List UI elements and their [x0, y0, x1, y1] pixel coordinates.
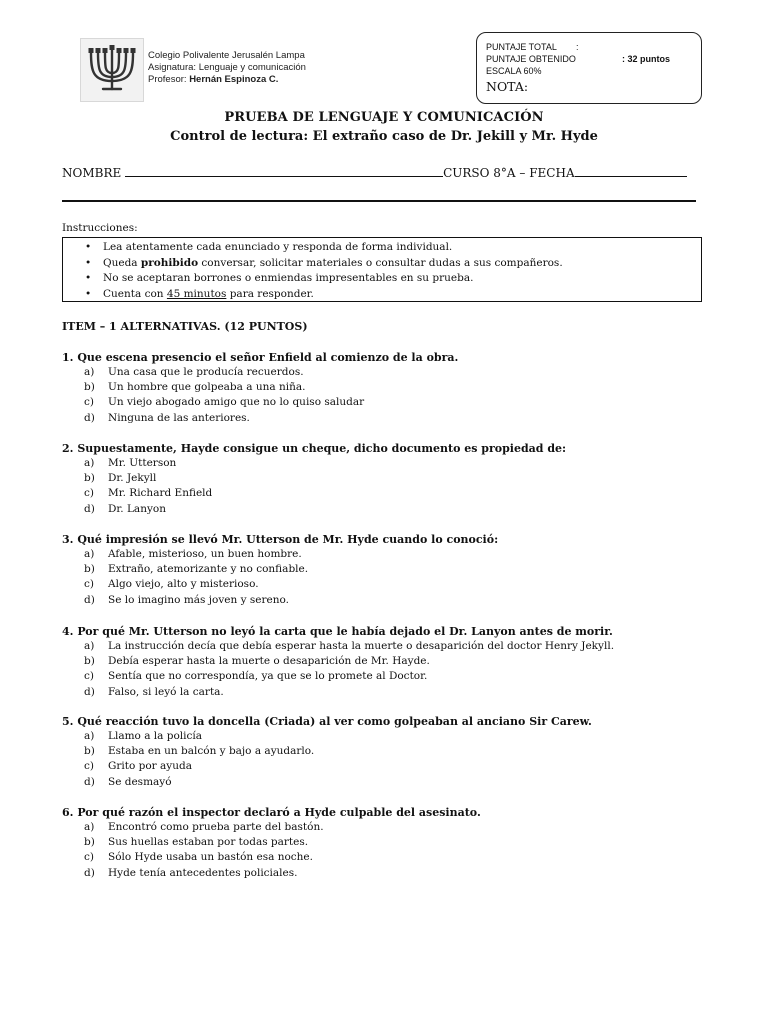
- option-letter: d): [84, 775, 95, 788]
- option-a[interactable]: [62, 365, 722, 380]
- option-d[interactable]: [62, 593, 722, 608]
- instruction-item: [63, 240, 701, 256]
- obtained-score-value: : 32 puntos: [622, 54, 671, 64]
- option-b[interactable]: [62, 562, 722, 577]
- option-text: Un viejo abogado amigo que no lo quiso saludar: [108, 396, 365, 409]
- option-text: Sólo Hyde usaba un bastón esa noche.: [108, 851, 313, 864]
- teacher-line: [148, 74, 306, 86]
- option-c[interactable]: [62, 759, 722, 774]
- school-logo: [80, 38, 144, 102]
- option-letter: d): [84, 411, 95, 424]
- options-list: [62, 456, 722, 517]
- options-list: [62, 820, 722, 881]
- option-a[interactable]: [62, 547, 722, 562]
- option-a[interactable]: [62, 729, 722, 744]
- bullet-icon: •: [85, 241, 92, 253]
- question-text: 4. Por qué Mr. Utterson no leyó la carta que le había dejado el Dr. Lanyon antes de morir.: [62, 625, 613, 638]
- question-3: [62, 532, 722, 608]
- name-label: NOMBRE: [62, 166, 122, 180]
- option-d[interactable]: [62, 775, 722, 790]
- option-b[interactable]: [62, 471, 722, 486]
- option-letter: c): [84, 396, 94, 409]
- option-d[interactable]: [62, 866, 722, 881]
- page-subtitle: Control de lectura: El extraño caso de Dr. Jekill y Mr. Hyde: [170, 129, 598, 144]
- option-letter: d): [84, 685, 95, 698]
- option-a[interactable]: [62, 456, 722, 471]
- teacher-name: Hernán Espinoza C.: [189, 74, 279, 85]
- option-a[interactable]: [62, 639, 722, 654]
- instructions-list: [63, 238, 701, 302]
- option-text: Encontró como prueba parte del bastón.: [108, 821, 324, 833]
- question-1: [62, 350, 722, 426]
- option-text: Falso, si leyó la carta.: [108, 685, 224, 698]
- option-text: La instrucción decía que debía esperar hasta la muerte o desaparición del doctor Henry Jekyll.: [108, 640, 615, 652]
- student-info-line: [62, 166, 692, 180]
- option-b[interactable]: [62, 835, 722, 850]
- option-b[interactable]: [62, 744, 722, 759]
- total-score-value: :: [576, 42, 579, 52]
- option-letter: a): [84, 640, 95, 652]
- option-c[interactable]: [62, 395, 722, 410]
- instruction-item: [63, 287, 701, 303]
- question-4: [62, 624, 722, 700]
- bullet-icon: •: [85, 287, 92, 300]
- option-letter: a): [84, 821, 95, 833]
- instruction-item: [63, 271, 701, 287]
- option-text: Ninguna de las anteriores.: [108, 411, 250, 424]
- instruction-text: para responder.: [226, 287, 314, 300]
- course-date-label: CURSO 8°A – FECHA: [443, 166, 575, 180]
- instruction-text: Cuenta con: [103, 287, 167, 300]
- instruction-emphasis: prohibido: [140, 256, 199, 269]
- question-text: 2. Supuestamente, Hayde consigue un cheque, dicho documento es propiedad de:: [62, 442, 567, 455]
- option-letter: c): [84, 670, 94, 683]
- name-field[interactable]: [125, 166, 443, 177]
- obtained-score-row: [486, 54, 671, 64]
- option-letter: a): [84, 366, 95, 378]
- option-letter: d): [84, 593, 95, 606]
- options-list: [62, 547, 722, 608]
- question-6: [62, 805, 722, 881]
- option-d[interactable]: [62, 685, 722, 700]
- option-text: Dr. Lanyon: [108, 502, 166, 515]
- option-b[interactable]: [62, 654, 722, 669]
- option-d[interactable]: [62, 411, 722, 426]
- options-list: [62, 729, 722, 790]
- option-letter: a): [84, 457, 95, 469]
- option-text: Debía esperar hasta la muerte o desaparición de Mr. Hayde.: [108, 655, 430, 668]
- option-text: Un hombre que golpeaba a una niña.: [108, 381, 306, 394]
- option-text: Dr. Jekyll: [108, 472, 157, 485]
- option-a[interactable]: [62, 820, 722, 835]
- instruction-text: Lea atentamente cada enunciado y responda de forma individual.: [103, 241, 453, 253]
- option-letter: d): [84, 866, 95, 879]
- option-letter: b): [84, 472, 95, 485]
- page-title: PRUEBA DE LENGUAJE Y COMUNICACIÓN: [224, 110, 544, 125]
- school-info: [148, 50, 306, 86]
- option-letter: a): [84, 730, 95, 742]
- options-list: [62, 639, 722, 700]
- instructions-label: Instrucciones:: [62, 222, 138, 234]
- instruction-item: [63, 256, 701, 272]
- option-text: Sentía que no correspondía, ya que se lo promete al Doctor.: [108, 670, 428, 683]
- option-c[interactable]: [62, 850, 722, 865]
- menorah-icon: [81, 39, 143, 101]
- option-letter: d): [84, 502, 95, 515]
- scale-row: ESCALA 60%: [486, 66, 542, 76]
- instruction-text: Queda: [103, 256, 141, 269]
- option-letter: b): [84, 563, 95, 576]
- divider: [62, 200, 696, 202]
- option-text: Se desmayó: [108, 775, 172, 788]
- question-text: 3. Qué impresión se llevó Mr. Utterson de Mr. Hyde cuando lo conoció:: [62, 533, 499, 546]
- option-b[interactable]: [62, 380, 722, 395]
- option-text: Hyde tenía antecedentes policiales.: [108, 866, 298, 879]
- option-letter: c): [84, 487, 94, 500]
- total-score-row: [486, 42, 579, 52]
- question-text: 6. Por qué razón el inspector declaró a Hyde culpable del asesinato.: [62, 806, 481, 819]
- option-letter: b): [84, 745, 95, 758]
- score-box: [476, 32, 702, 104]
- teacher-label: Profesor:: [148, 74, 187, 85]
- school-name: Colegio Polivalente Jerusalén Lampa: [148, 50, 305, 61]
- option-text: Sus huellas estaban por todas partes.: [108, 836, 309, 849]
- option-letter: b): [84, 655, 95, 668]
- instruction-text: conversar, solicitar materiales o consultar dudas a sus compañeros.: [198, 256, 563, 269]
- date-field[interactable]: [575, 166, 687, 177]
- option-text: Llamo a la policía: [108, 730, 203, 742]
- bullet-icon: •: [85, 256, 92, 269]
- option-text: Una casa que le producía recuerdos.: [108, 366, 304, 378]
- option-c[interactable]: [62, 669, 722, 684]
- grade-label: NOTA:: [486, 79, 529, 94]
- option-text: Extraño, atemorizante y no confiable.: [108, 563, 309, 576]
- section-title: ITEM – 1 ALTERNATIVAS. (12 PUNTOS): [62, 320, 308, 333]
- options-list: [62, 365, 722, 426]
- option-letter: c): [84, 578, 94, 591]
- option-text: Estaba en un balcón y bajo a ayudarlo.: [108, 745, 315, 758]
- total-score-label: PUNTAJE TOTAL: [486, 42, 557, 52]
- question-5: [62, 714, 722, 790]
- question-2: [62, 441, 722, 517]
- option-c[interactable]: [62, 486, 722, 501]
- option-text: Algo viejo, alto y misterioso.: [108, 578, 259, 591]
- option-letter: b): [84, 836, 95, 849]
- instructions-box: [62, 237, 702, 302]
- instruction-underline: 45 minutos: [166, 287, 227, 300]
- option-d[interactable]: [62, 502, 722, 517]
- instruction-text: No se aceptaran borrones o enmiendas impresentables en su prueba.: [103, 272, 474, 284]
- obtained-score-label: PUNTAJE OBTENIDO: [486, 54, 576, 64]
- option-letter: c): [84, 760, 94, 773]
- question-text: 5. Qué reacción tuvo la doncella (Criada) al ver como golpeaban al anciano Sir Carew.: [62, 715, 592, 728]
- option-text: Mr. Richard Enfield: [108, 487, 213, 500]
- option-text: Mr. Utterson: [108, 457, 177, 469]
- option-letter: a): [84, 548, 95, 560]
- option-c[interactable]: [62, 577, 722, 592]
- option-letter: c): [84, 851, 94, 864]
- subject-name: Asignatura: Lenguaje y comunicación: [148, 62, 306, 73]
- option-text: Grito por ayuda: [108, 760, 192, 773]
- option-text: Se lo imagino más joven y sereno.: [108, 593, 289, 606]
- option-text: Afable, misterioso, un buen hombre.: [108, 548, 302, 560]
- option-letter: b): [84, 381, 95, 394]
- bullet-icon: •: [85, 272, 92, 284]
- question-text: 1. Que escena presencio el señor Enfield al comienzo de la obra.: [62, 351, 459, 364]
